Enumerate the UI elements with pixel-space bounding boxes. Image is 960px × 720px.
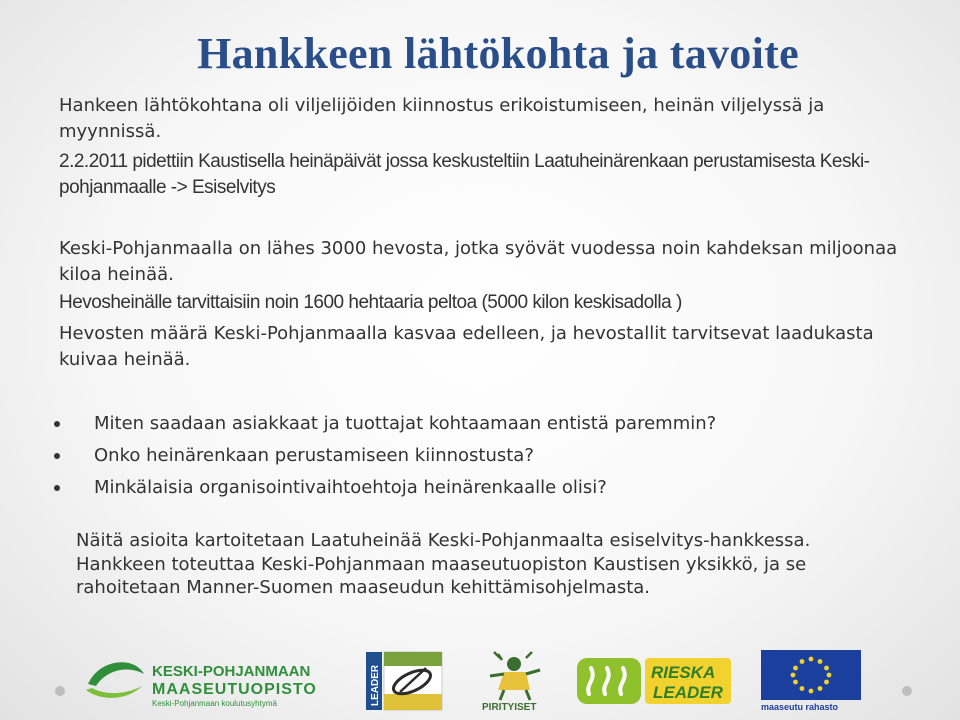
question-text: Minkälaisia organisointivaihtoehtoja heinärenkaalle olisi? (94, 477, 607, 498)
eu-caption: maaseutu rahasto (761, 702, 839, 712)
kpm-tagline: Keski-Pohjanmaan koulutusyhtymä (152, 699, 277, 708)
conclusion-paragraph: Näitä asioita kartoitetaan Laatuheinää Keski-Pohjanmaalta esiselvitys-hankkessa. Hankkeen toteuttaa Keski-Pohjanmaan maaseutuopiston Kaustisen yksikkö, ja se rahoitetaan Manner-Suomen maaseudun kehittämisohjelmasta. (76, 530, 811, 598)
eu-flag-logo (757, 650, 865, 712)
leader-logo (360, 650, 450, 712)
leader-emblem-icon (360, 650, 450, 712)
horses-paragraph: Keski-Pohjanmaalla on lähes 3000 hevosta, jotka syövät vuodessa noin kahdeksan miljoonaa kiloa heinää. (59, 238, 898, 285)
slide-title: Hankkeen lähtökohta ja tavoite (197, 29, 799, 78)
previous-slide-dot[interactable] (55, 686, 65, 696)
eu-flag-icon (757, 650, 865, 712)
rieska-line1: RIESKA (651, 663, 716, 682)
maaseutuopisto-emblem-icon (82, 650, 327, 712)
leader-text: LEADER (370, 664, 381, 706)
list-item (52, 443, 912, 475)
question-list (52, 411, 912, 507)
rieska-leader-logo (575, 650, 735, 712)
maaseutuopisto-logo (82, 650, 327, 712)
list-item (52, 475, 912, 507)
kpm-name-line2: MAASEUTUOPISTO (152, 681, 317, 698)
list-item (52, 411, 912, 443)
hectares-paragraph: Hevosheinälle tarvittaisiin noin 1600 hehtaaria peltoa (5000 kilon keskisadolla ) (59, 292, 682, 313)
pirityiset-figure-icon (474, 650, 556, 712)
pirityiset-text: PIRITYISET (482, 702, 537, 712)
bullet-icon (54, 485, 60, 491)
question-text: Miten saadaan asiakkaat ja tuottajat kohtaamaan entistä paremmin? (94, 413, 717, 434)
pirityiset-logo (474, 650, 556, 712)
growth-paragraph: Hevosten määrä Keski-Pohjanmaalla kasvaa edelleen, ja hevostallit tarvitsevat laadukasta kuivaa heinää. (59, 323, 874, 370)
intro-paragraph: Hankeen lähtökohtana oli viljelijöiden kiinnostus erikoistumiseen, heinän viljelyssä ja myynnissä. (59, 95, 825, 142)
rieska-leader-emblem-icon (575, 650, 735, 712)
bullet-icon (54, 421, 60, 427)
rieska-line2: LEADER (653, 683, 723, 702)
question-text: Onko heinärenkaan perustamiseen kiinnostusta? (94, 445, 534, 466)
next-slide-dot[interactable] (902, 686, 912, 696)
date-paragraph: 2.2.2011 pidettiin Kaustisella heinäpäivät jossa keskusteltiin Laatuheinärenkaan perustamisesta Keski-pohjanmaalle -> Esiselvitys (59, 151, 870, 198)
kpm-name-line1: KESKI-POHJANMAAN (152, 663, 311, 680)
bullet-icon (54, 453, 60, 459)
